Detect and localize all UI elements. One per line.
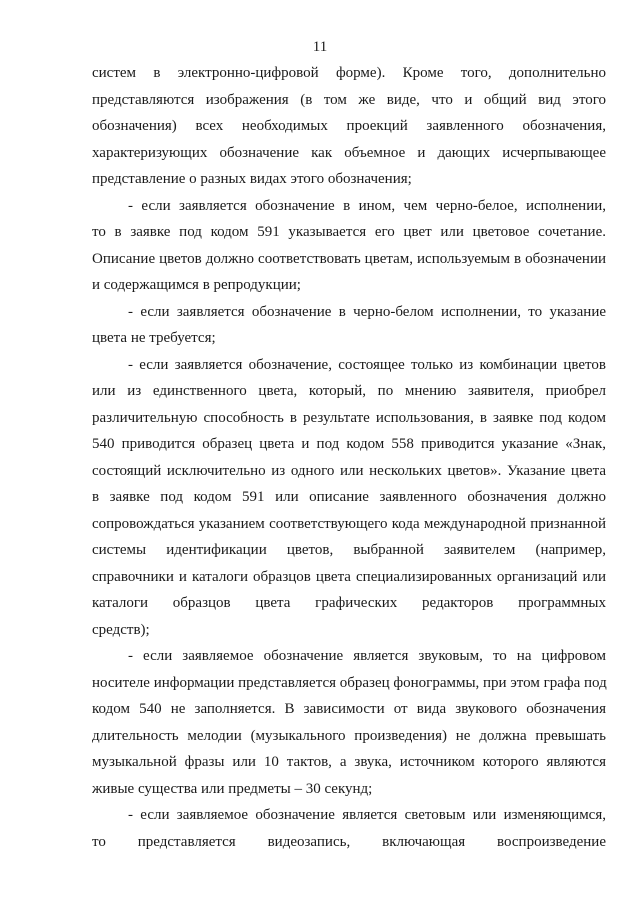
page-number: 11: [312, 39, 328, 55]
text-line: сопровождаться указанием соответствующего кода международной признанной: [92, 515, 606, 532]
text-line: каталоги образцов цвета графических редакторов программных: [92, 595, 606, 611]
text-line: 540 приводится образец цвета и под кодом 558 приводится указание «Знак,: [92, 436, 606, 452]
text-line: то представляется видеозапись, включающая воспроизведение: [92, 833, 606, 850]
text-line: характеризующих обозначение как объемное и дающих исчерпывающее: [92, 144, 606, 161]
text-line: - если заявляется обозначение, состоящее только из комбинации цветов: [128, 356, 606, 373]
text-line: или из единственного цвета, который, по мнению заявителя, приобрел: [92, 383, 606, 399]
text-line: длительность мелодии (музыкального произведения) не должна превышать: [92, 727, 606, 744]
text-line: Описание цветов должно соответствовать цветам, используемым в обозначении: [92, 250, 606, 267]
text-line: и содержащимся в репродукции;: [92, 277, 301, 293]
text-line: представление о разных видах этого обозначения;: [92, 171, 412, 187]
text-line: в заявке под кодом 591 или описание заявленного обозначения должно: [92, 489, 606, 505]
text-line: кодом 540 не заполняется. В зависимости от вида звукового обозначения: [92, 701, 606, 717]
text-line: то в заявке под кодом 591 указывается его цвет или цветовое сочетание.: [92, 224, 606, 240]
text-line: справочники и каталоги образцов цвета специализированных организаций или: [92, 568, 606, 585]
text-line: цвета не требуется;: [92, 330, 216, 346]
text-line: различительную способность в результате использования, в заявке под кодом: [92, 409, 606, 426]
text-line: - если заявляемое обозначение является звуковым, то на цифровом: [128, 648, 606, 664]
text-line: живые существа или предметы – 30 секунд;: [92, 780, 373, 797]
text-line: носителе информации представляется образец фонограммы, при этом графа под: [92, 674, 607, 691]
text-line: обозначения) всех необходимых проекций заявленного обозначения,: [92, 118, 606, 134]
text-line: представляются изображения (в том же виде, что и общий вид этого: [92, 91, 606, 108]
text-line: средств);: [92, 621, 150, 638]
text-line: - если заявляется обозначение в ином, чем черно-белое, исполнении,: [128, 197, 606, 214]
text-line: - если заявляемое обозначение является световым или изменяющимся,: [128, 807, 606, 823]
body-text: [92, 60, 606, 855]
text-line: системы идентификации цветов, выбранной заявителем (например,: [92, 542, 606, 558]
text-line: систем в электронно-цифровой форме). Кроме того, дополнительно: [92, 65, 606, 81]
text-line: состоящий исключительно из одного или нескольких цветов». Указание цвета: [92, 462, 606, 479]
text-line: музыкальной фразы или 10 тактов, а звука, источником которого являются: [92, 754, 606, 770]
text-line: - если заявляется обозначение в черно-белом исполнении, то указание: [128, 303, 606, 320]
